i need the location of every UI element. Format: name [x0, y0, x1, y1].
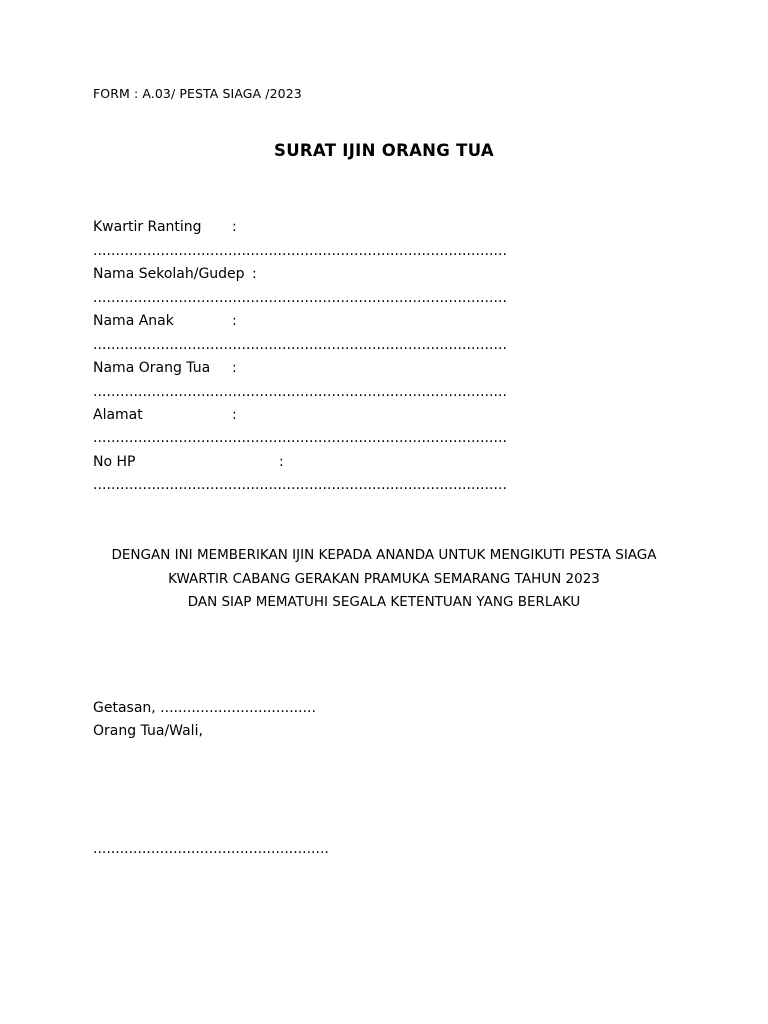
field-fill-line-nama-sekolah: ............................................................................................	[93, 290, 508, 306]
field-label-text: No HP	[93, 454, 136, 470]
field-fill-line-nama-orang-tua: ............................................................................................	[93, 384, 508, 400]
statement-line: DENGAN INI MEMBERIKAN IJIN KEPADA ANANDA UNTUK MENGIKUTI PESTA SIAGA	[111, 547, 657, 563]
field-colon: :	[252, 266, 257, 282]
field-label-nama-orang-tua	[93, 358, 237, 378]
field-fill-line-alamat: ............................................................................................	[93, 430, 508, 446]
field-colon: :	[232, 313, 237, 329]
form-code: FORM : A.03/ PESTA SIAGA /2023	[93, 86, 302, 101]
document-title: SURAT IJIN ORANG TUA	[274, 141, 494, 160]
field-label-text: Nama Anak	[93, 313, 174, 329]
field-label-text: Alamat	[93, 407, 143, 423]
field-fill-line-nama-anak: ............................................................................................	[93, 337, 508, 353]
statement-line: DAN SIAP MEMATUHI SEGALA KETENTUAN YANG BERLAKU	[187, 594, 581, 610]
field-colon: :	[232, 360, 237, 376]
field-colon: :	[279, 454, 284, 470]
field-label-kwartir-ranting	[93, 217, 237, 237]
place-date-line: Getasan, ...................................	[93, 700, 316, 716]
field-label-no-hp	[93, 452, 284, 472]
field-label-text: Kwartir Ranting	[93, 219, 202, 235]
field-colon: :	[232, 219, 237, 235]
field-fill-line-kwartir-ranting: ............................................................................................	[93, 243, 508, 259]
statement-line: KWARTIR CABANG GERAKAN PRAMUKA SEMARANG TAHUN 2023	[168, 570, 600, 587]
signer-role: Orang Tua/Wali,	[93, 723, 203, 739]
field-label-text: Nama Orang Tua	[93, 360, 211, 376]
permission-statement	[0, 544, 768, 615]
field-label-text: Nama Sekolah/Gudep	[93, 266, 245, 282]
field-label-alamat	[93, 405, 237, 425]
field-label-nama-sekolah	[93, 264, 257, 284]
field-label-nama-anak	[93, 311, 237, 331]
field-colon: :	[232, 407, 237, 423]
field-fill-line-no-hp: ............................................................................................	[93, 477, 508, 493]
signature-line: .....................................................	[93, 841, 329, 857]
